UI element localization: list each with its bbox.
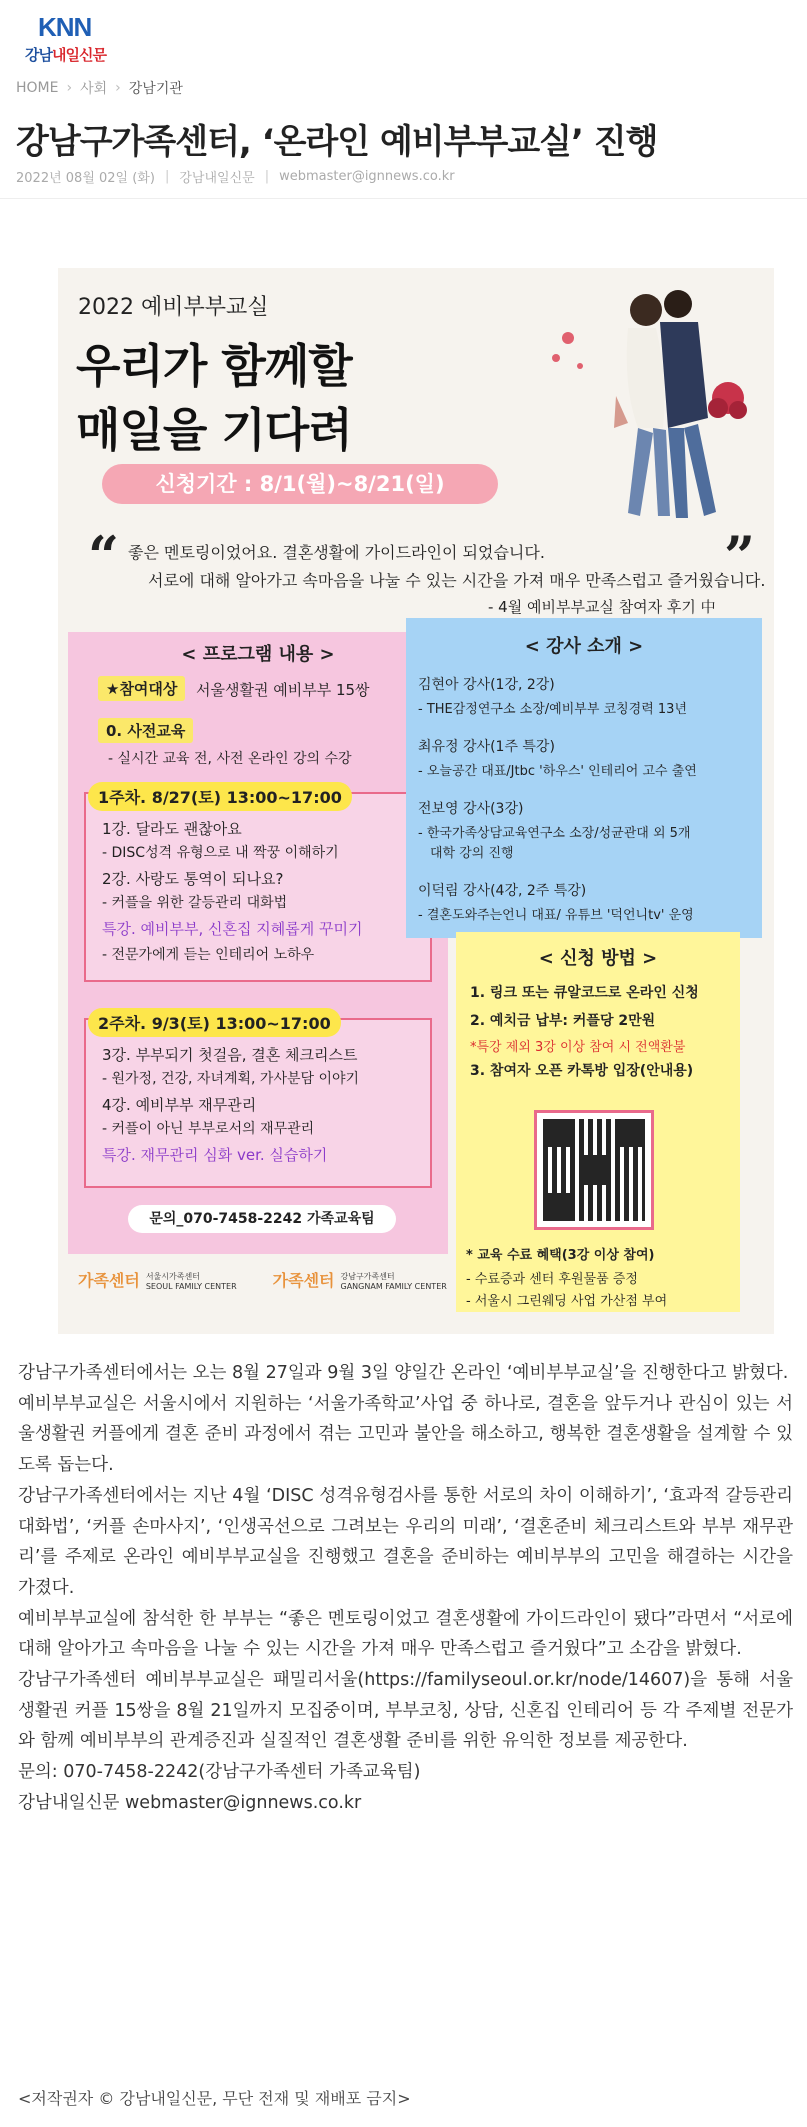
article-paragraph: 강남구가족센터 예비부부교실은 패밀리서울(https://familyseoul.or.kr/node/14607)을 통해 서울생활권 커플 15쌍을 8월 21일까지 모집중이며, 부부코칭, 상담, 신혼집 인테리어 등 각 주제별 전문가와 함께 예비부부의 관계증진과 실질적인 결혼생활 준비를 위한 유익한 정보를 제공한다. bbox=[18, 1670, 793, 1752]
benefit-1: - 수료증과 센터 후원물품 증정 bbox=[466, 1272, 638, 1287]
article-paragraph: 문의: 070-7458-2242(강남구가족센터 가족교육팀) bbox=[18, 1762, 421, 1783]
article-body bbox=[18, 1358, 793, 1819]
program-contact: 문의_070-7458-2242 가족교육팀 bbox=[128, 1205, 396, 1233]
benefit-2: - 서울시 그린웨딩 사업 가산점 부여 bbox=[466, 1294, 668, 1309]
article-paragraph: 강남구가족센터에서는 지난 4월 ‘DISC 성격유형검사를 통한 서로의 차이 이해하기’, ‘효과적 갈등관리 대화법’, ‘커플 손마사지’, ‘인생곡선으로 그려보는 우리의 미래’, ‘결혼준비 체크리스트와 부부 재무관리’를 주제로 온라인 예비부부교실을 진행했고 결혼을 준비하는 예비부부의 고민을 해결하는 시간을 가졌다. bbox=[18, 1485, 793, 1598]
logo-sub-a: 강남 bbox=[25, 46, 52, 64]
teacher-desc: - THE감정연구소 소장/예비부부 코칭경력 13년 bbox=[418, 702, 688, 717]
week1-line: 1강. 달라도 괜찮아요 bbox=[102, 820, 242, 838]
teacher-desc: - 오늘공간 대표/Jtbc '하우스' 인테리어 고수 출연 bbox=[418, 764, 697, 779]
benefit-title: * 교육 수료 혜택(3강 이상 참여) bbox=[466, 1248, 655, 1263]
program-box bbox=[68, 632, 448, 1254]
week2-line: 특강. 재무관리 심화 ver. 실습하기 bbox=[102, 1146, 328, 1164]
poster-quote-line-1: 좋은 멘토링이었어요. 결혼생활에 가이드라인이 되었습니다. bbox=[128, 543, 545, 562]
breadcrumb-home[interactable]: HOME bbox=[16, 80, 59, 96]
breadcrumb bbox=[16, 78, 183, 98]
meta-divider: | bbox=[264, 169, 270, 184]
poster-year-title: 2022 예비부부교실 bbox=[78, 295, 269, 320]
week2-line: 3강. 부부되기 첫걸음, 결혼 체크리스트 bbox=[102, 1046, 358, 1064]
week2-line: - 커플이 아닌 부부로서의 재무관리 bbox=[102, 1121, 315, 1137]
logo-subtitle bbox=[25, 44, 106, 65]
week1-line: - 커플을 위한 갈등관리 대화법 bbox=[102, 895, 288, 911]
apply-step-1: 1. 링크 또는 큐알코드로 온라인 신청 bbox=[470, 985, 699, 1001]
seoul-family-center-logo bbox=[78, 1272, 237, 1291]
article-paragraph: 예비부부교실은 서울시에서 지원하는 ‘서울가족학교’사업 중 하나로, 결혼을 앞두거나 관심이 있는 서울생활권 커플에게 결혼 준비 과정에서 겪는 고민과 불안을 해소하고, 행복한 결혼생활을 설계할 수 있도록 돕는다. bbox=[18, 1393, 793, 1476]
qr-code-icon[interactable] bbox=[534, 1110, 654, 1230]
teacher-desc: - 결혼도와주는언니 대표/ 유튜브 '덕언니tv' 운영 bbox=[418, 908, 694, 923]
week1-line: - DISC성격 유형으로 내 짝꿍 이해하기 bbox=[102, 845, 339, 861]
teacher-desc: 대학 강의 진행 bbox=[430, 846, 514, 861]
poster-quote-attribution: - 4월 예비부부교실 참여자 후기 中 bbox=[488, 598, 716, 616]
apply-step-2: 2. 예치금 납부: 커플당 2만원 bbox=[470, 1013, 656, 1029]
poster-logos bbox=[78, 1272, 447, 1291]
chevron-right-icon: › bbox=[115, 80, 121, 96]
site-logo[interactable] bbox=[20, 12, 130, 62]
pre-education-chip: 0. 사전교육 bbox=[98, 718, 193, 743]
logo-mark: 가족센터 bbox=[78, 1271, 140, 1291]
logo-name: 서울시가족센터 bbox=[145, 1272, 200, 1281]
teacher-name: 이덕림 강사(4강, 2주 특강) bbox=[418, 883, 587, 899]
quote-open-mark: “ bbox=[88, 524, 120, 588]
week1-line: - 전문가에게 듣는 인테리어 노하우 bbox=[102, 947, 315, 963]
copyright-notice: <저작권자 © 강남내일신문, 무단 전재 및 재배포 금지> bbox=[18, 2089, 411, 2108]
logo-en: GANGNAM FAMILY CENTER bbox=[340, 1281, 447, 1291]
week1-chip: 1주차. 8/27(토) 13:00~17:00 bbox=[88, 782, 352, 811]
article-paragraph: 강남구가족센터에서는 오는 8월 27일과 9월 3일 양일간 온라인 ‘예비부부교실’을 진행한다고 밝혔다. bbox=[18, 1363, 789, 1383]
poster-headline-2: 매일을 기다려 bbox=[76, 403, 352, 457]
teacher-name: 전보영 강사(3강) bbox=[418, 801, 524, 817]
week2-line: - 원가정, 건강, 자녀계획, 가사분담 이야기 bbox=[102, 1071, 360, 1087]
target-chip: ★참여대상 bbox=[98, 676, 185, 701]
poster-headline-1: 우리가 함께할 bbox=[76, 339, 352, 393]
teacher-desc: - 한국가족상담교육연구소 소장/성균관대 외 5개 bbox=[418, 826, 691, 841]
apply-box bbox=[456, 932, 740, 1312]
teachers-title: < 강사 소개 > bbox=[524, 636, 644, 657]
article-title: 강남구가족센터, ‘온라인 예비부부교실’ 진행 bbox=[16, 122, 658, 162]
poster-period-badge: 신청기간 : 8/1(월)~8/21(일) bbox=[102, 464, 498, 504]
teachers-box bbox=[406, 618, 762, 938]
week2-line: 4강. 예비부부 재무관리 bbox=[102, 1096, 257, 1114]
chevron-right-icon: › bbox=[66, 80, 73, 96]
gangnam-family-center-logo bbox=[273, 1272, 447, 1291]
pre-education-text: - 실시간 교육 전, 사전 온라인 강의 수강 bbox=[108, 751, 352, 767]
week1-line: 2강. 사랑도 통역이 되나요? bbox=[102, 870, 284, 888]
meta-divider: | bbox=[164, 169, 170, 184]
poster-quote-line-2: 서로에 대해 알아가고 속마음을 나눌 수 있는 시간을 가져 매우 만족스럽고 즐거웠습니다. bbox=[148, 571, 766, 590]
logo-mark: 가족센터 bbox=[272, 1271, 335, 1291]
week1-line: 특강. 예비부부, 신혼집 지혜롭게 꾸미기 bbox=[102, 920, 363, 938]
article-paragraph: 예비부부교실에 참석한 한 부부는 “좋은 멘토링이었고 결혼생활에 가이드라인이 됐다”라면서 “서로에 대해 알아가고 속마음을 나눌 수 있는 시간을 가져 매우 만족스럽고 즐거웠다”고 소감을 밝혔다. bbox=[18, 1608, 793, 1660]
article-poster-image bbox=[58, 268, 774, 1334]
target-text: 서울생활권 예비부부 15쌍 bbox=[196, 681, 370, 699]
article-source: 강남내일신문 bbox=[179, 171, 255, 186]
breadcrumb-current[interactable]: 강남기관 bbox=[128, 81, 183, 97]
article-date: 2022년 08월 02일 (화) bbox=[16, 171, 155, 186]
article-meta bbox=[16, 167, 455, 186]
apply-step-3: 3. 참여자 오픈 카톡방 입장(안내용) bbox=[470, 1063, 694, 1079]
quote-close-mark: ” bbox=[724, 524, 756, 588]
logo-label bbox=[341, 1272, 447, 1291]
program-title: < 프로그램 내용 > bbox=[181, 644, 335, 665]
logo-en: SEOUL FAMILY CENTER bbox=[145, 1281, 237, 1291]
article-email[interactable]: webmaster@ignnews.co.kr bbox=[279, 169, 455, 184]
apply-refund-note: *특강 제외 3강 이상 참여 시 전액환불 bbox=[470, 1040, 686, 1055]
logo-name: 강남구가족센터 bbox=[340, 1272, 395, 1281]
teacher-name: 김현아 강사(1강, 2강) bbox=[418, 677, 555, 693]
header-divider bbox=[0, 198, 807, 199]
week2-chip: 2주차. 9/3(토) 13:00~17:00 bbox=[88, 1008, 341, 1037]
apply-title: < 신청 방법 > bbox=[538, 948, 658, 969]
breadcrumb-society[interactable]: 사회 bbox=[80, 81, 108, 97]
teacher-name: 최유정 강사(1주 특강) bbox=[418, 739, 555, 755]
couple-illustration bbox=[528, 278, 758, 528]
logo-knn-text: KNN bbox=[38, 12, 92, 42]
logo-label bbox=[146, 1272, 237, 1291]
logo-sub-b: 내일신문 bbox=[51, 46, 106, 64]
article-byline: 강남내일신문 webmaster@ignnews.co.kr bbox=[18, 1792, 362, 1813]
